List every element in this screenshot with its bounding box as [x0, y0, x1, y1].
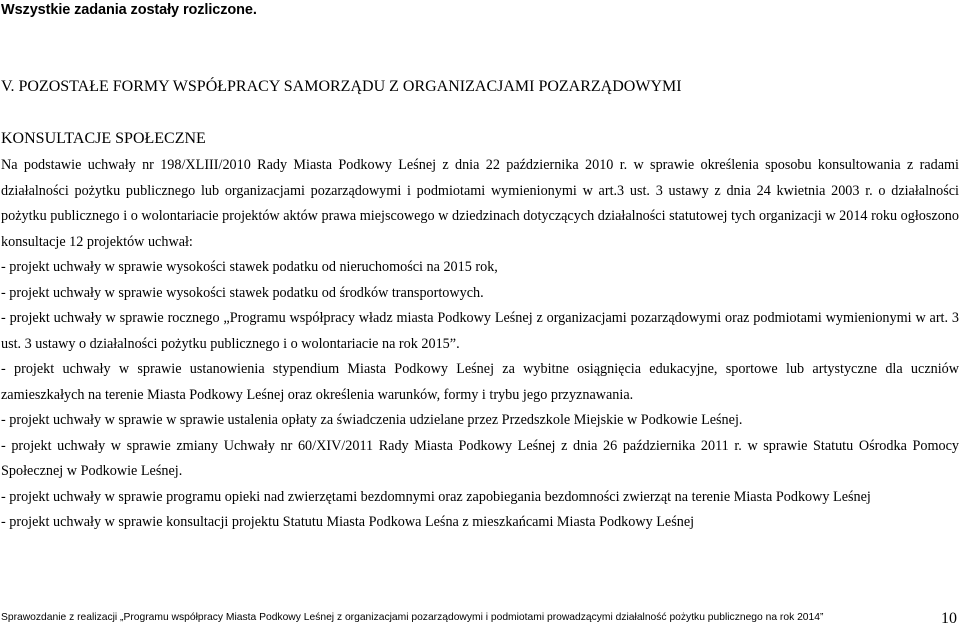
body-text [1, 153, 959, 536]
list-item: - projekt uchwały w sprawie programu opieki nad zwierzętami bezdomnymi oraz zapobiegania bezdomności zwierząt na terenie Miasta Podkowy Leśnej [1, 488, 871, 505]
list-item: - projekt uchwały w sprawie wysokości stawek podatku od nieruchomości na 2015 rok, [1, 259, 498, 275]
settlement-status-line: Wszystkie zadania zostały rozliczone. [1, 2, 257, 18]
list-item: - projekt uchwały w sprawie wysokości stawek podatku od środków transportowych. [1, 284, 484, 301]
section-heading: V. POZOSTAŁE FORMY WSPÓŁPRACY SAMORZĄDU Z ORGANIZACJAMI POZARZĄDOWYMI [1, 78, 682, 95]
list-item: - projekt uchwały w sprawie rocznego „Programu współpracy władz miasta Podkowy Leśnej z organizacjami pozarządowymi oraz podmiotami wymienionymi w art. 3 ust. 3 ustawy o działalności pożytku publicznego i o wolontariacie na rok 2015”. [1, 310, 959, 352]
list-item: - projekt uchwały w sprawie konsultacji projektu Statutu Miasta Podkowa Leśna z mieszkańcami Miasta Podkowy Leśnej [1, 514, 695, 530]
page-footer [1, 610, 959, 630]
list-item: - projekt uchwały w sprawie zmiany Uchwały nr 60/XIV/2011 Rady Miasta Podkowy Leśnej z dnia 26 października 2011 r. w sprawie Statutu Ośrodka Pomocy Społecznej w Podkowie Leśnej. [1, 437, 959, 479]
footer-text: Sprawozdanie z realizacji „Programu współpracy Miasta Podkowy Leśnej z organizacjami pozarządowymi i podmiotami prowadzącymi działalność pożytku publicznego na rok 2014” [1, 612, 824, 623]
intro-paragraph: Na podstawie uchwały nr 198/XLIII/2010 Rady Miasta Podkowy Leśnej z dnia 22 października 2010 r. w sprawie określenia sposobu konsultowania z radami działalności pożytku publicznego lub organizacjami pozarządowymi i podmiotami wymienionymi w art.3 ust. 3 ustawy z dnia 24 kwietnia 2003 r. o działalności pożytku publicznego i o wolontariacie projektów aktów prawa miejscowego w dziedzinach dotyczących działalności statutowej tych organizacji w 2014 roku ogłoszono konsultacje 12 projektów uchwał: [1, 157, 959, 250]
page-number: 10 [941, 610, 957, 627]
list-item: - projekt uchwały w sprawie w sprawie ustalenia opłaty za świadczenia udzielane przez Przedszkole Miejskie w Podkowie Leśnej. [1, 412, 743, 428]
subheading: KONSULTACJE SPOŁECZNE [1, 130, 206, 147]
list-item: - projekt uchwały w sprawie ustanowienia stypendium Miasta Podkowy Leśnej za wybitne osiągnięcia edukacyjne, sportowe lub artystyczne dla uczniów zamieszkałych na terenie Miasta Podkowy Leśnej oraz określenia warunków, formy i trybu jego przyznawania. [1, 361, 959, 403]
